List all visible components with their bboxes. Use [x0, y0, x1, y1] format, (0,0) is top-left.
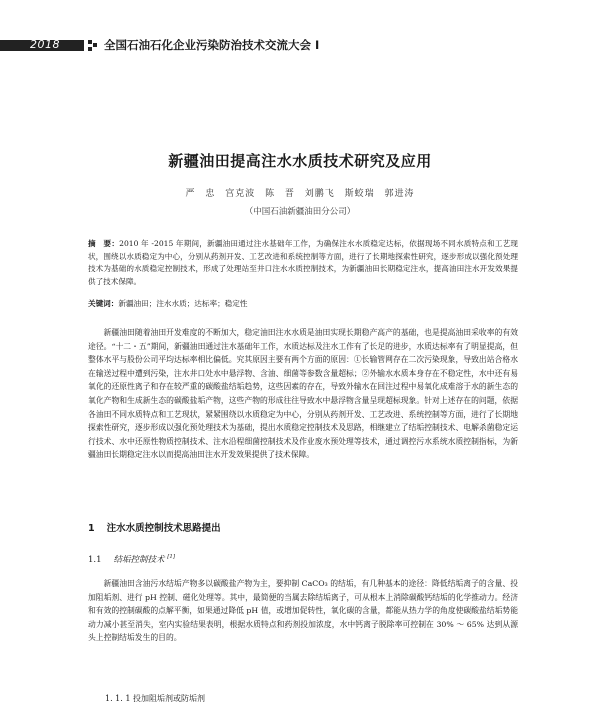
author-list: 严 忠 宫克波 陈 晋 刘鹏飞 斯蛟瑞 郭进涛: [185, 189, 415, 199]
subsection-citation: [1]: [167, 554, 176, 561]
intro-paragraph: 新疆油田随着油田开发难度的不断加大，稳定油田注水水质是油田实现长期稳产高产的基础，也是提高油田采收率的有效途径。“十二・五”期间，新疆油田通过注水基础年工作，水质达标及注水工作有了长足的进步，水质达标率有了明显提高，但整体水平与股份公司平均达标率相比偏低。究其原因主要有两个方面的原因：①长输管网存在二次污染现象，导致出站合格水在输送过程中遭到污染，注水井口处水中悬浮物、含油、细菌等参数含量超标；②外输水水质本身存在不稳定性，水中还有易氧化的还原性离子和存在较严重的碳酸盐结垢趋势，这些因素的存在，导致外输水在回注过程中易氧化成难溶于水的新生态的氧化产物和生成新生态的碳酸盐垢产物，这些产物的形成往往导致水中悬浮物含量呈现超标现象。针对上述存在的问题，依据各油田不同水质特点和工艺现状，紧紧围绕以水质稳定为中心，分别从药剂开发、工艺改进、系统控制等方面，进行了长期地探索性研究，逐步形成以强化预处理技术为基础，提出水质稳定控制技术及思路，相继建立了结垢控制技术、电解杀菌稳定运行技术、水中还原性物质控制技术、注水沿程细菌控制技术及作业废水预处理等技术，通过调控污水系统水质控制指标，为新疆油田长期稳定注水以而提高油田注水开发效果提供了技术保障。: [88, 328, 518, 460]
section-number: 1: [88, 523, 95, 534]
scaling-paragraph: 新疆油田含油污水结垢产物多以碳酸盐产物为主，要抑制 CaCO₃ 的结垢，有几种基本的途径：降低结垢离子的含量、投加阻垢剂、进行 pH 控制、磁化处理等。其中，最简便的当属去除结垢离子，可从根本上消除碳酸钙结垢的化学推动力。经济和有效的控制碳酸的点解平衡，如果通过降低 pH 值，或增加促转性，氧化碳的含量，都能从热力学的角度使碳酸盐结垢势能动力减小甚至消失，室内实验结果表明，根据水质特点和药剂投加浓度，水中钙离子脱除率可控制在 30% ～ 65% 达到从源头上控制结垢发生的目的。: [88, 579, 518, 643]
subsubsection-heading: 1. 1. 1 投加阻垢剂或防垢剂: [105, 694, 205, 703]
paper-title: 新疆油田提高注水水质技术研究及应用: [168, 152, 432, 170]
section-heading: [88, 520, 221, 534]
subsection-heading: [88, 553, 175, 565]
abstract: [88, 238, 518, 288]
abstract-text: 2010 年 -2015 年期间，新疆油田通过注水基础年工作，为确保注水水质稳定达标，依据现场不同水质特点和工艺现状，围绕以水质稳定为中心，分别从药剂开发、工艺改进和系统控制等方面，进行了长期地探索性研究，逐步形成以强化预处理技术为基础的水质稳定控制技术，形成了处理站至井口注水水质控制技术，为新疆油田长期稳定注水，提高油田注水开发效果提供了技术保障。: [88, 239, 519, 286]
keywords-label: 关键词：: [88, 299, 119, 308]
subsection-number: 1.1: [88, 555, 102, 565]
abstract-label: 摘 要：: [88, 239, 120, 248]
keywords: [88, 298, 518, 310]
header-year: 2018: [30, 38, 60, 51]
header-marker-icon: [88, 40, 98, 51]
keywords-text: 新疆油田；注水水质；达标率；稳定性: [118, 299, 248, 308]
section-title: 注水水质控制技术思路提出: [106, 523, 221, 534]
affiliation: （中国石油新疆油田分公司）: [244, 207, 356, 217]
running-header: [0, 38, 600, 54]
conference-name: 全国石油石化企业污染防治技术交流大会 I: [104, 38, 320, 52]
subsection-title: 结垢控制技术: [113, 555, 165, 565]
